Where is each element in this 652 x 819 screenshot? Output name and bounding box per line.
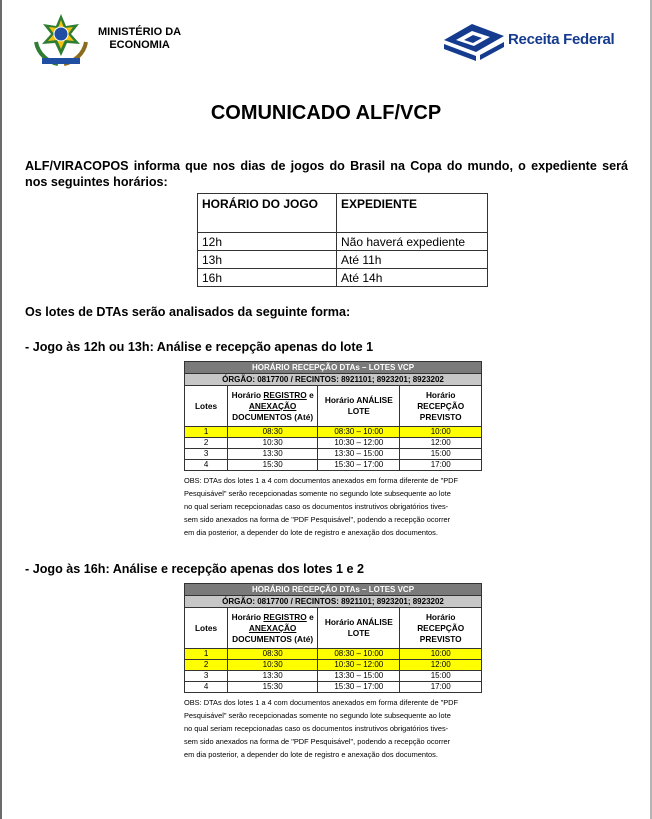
schedule-row	[198, 251, 488, 269]
dta-cell: 2	[185, 660, 228, 671]
obs-line: em dia posterior, a depender do lote de registro e anexação dos documentos.	[184, 750, 438, 759]
dta-col-recepcao: Horário RECEPÇÃO PREVISTO	[400, 386, 482, 427]
dta-cell: 12:00	[400, 660, 482, 671]
dta-col-registro	[228, 608, 318, 649]
ministry-line-2: ECONOMIA	[109, 39, 170, 51]
schedule-row	[198, 269, 488, 287]
dta-col-analise: Horário ANÁLISE LOTE	[318, 386, 400, 427]
dta-cell: 15:00	[400, 671, 482, 682]
dta-cell: 15:30	[228, 460, 318, 471]
dta-col-registro-c: e	[306, 389, 314, 400]
obs-line: OBS: DTAs dos lotes 1 a 4 com documentos anexados em forma diferente de "PDF	[184, 476, 459, 485]
schedule-header-game: HORÁRIO DO JOGO	[198, 194, 337, 233]
dta-col-lotes: Lotes	[185, 608, 228, 649]
schedule-cell: 16h	[198, 269, 337, 287]
dta-cell: 3	[185, 449, 228, 460]
dta-cell: 10:30 – 12:00	[318, 660, 400, 671]
dta-table-1	[184, 361, 482, 471]
schedule-table	[197, 193, 488, 287]
dta-obs-note	[184, 696, 484, 761]
dta-col-registro-e: DOCUMENTOS (Até)	[232, 411, 314, 422]
dta-cell: 08:30 – 10:00	[318, 427, 400, 438]
schedule-cell: 13h	[198, 251, 337, 269]
dta-cell: 15:30 – 17:00	[318, 682, 400, 693]
dta-cell: 1	[185, 427, 228, 438]
dta-cell: 17:00	[400, 460, 482, 471]
dta-cell: 10:00	[400, 649, 482, 660]
dta-row	[185, 438, 482, 449]
dta-col-registro-b: REGISTRO	[263, 611, 307, 622]
dta-table-block-2	[184, 583, 482, 761]
obs-line: OBS: DTAs dos lotes 1 a 4 com documentos anexados em forma diferente de "PDF	[184, 698, 459, 707]
dta-cell: 10:30	[228, 660, 318, 671]
dta-col-analise: Horário ANÁLISE LOTE	[318, 608, 400, 649]
dta-cell: 10:30 – 12:00	[318, 438, 400, 449]
obs-line: sem sido anexados na forma de "PDF Pesquisável", podendo a recepção ocorrer	[184, 515, 451, 524]
agency-name: Receita Federal	[508, 31, 615, 48]
dta-table-2	[184, 583, 482, 693]
schedule-header-row	[198, 194, 488, 233]
dta-cell: 08:30	[228, 649, 318, 660]
dta-table-block-1	[184, 361, 482, 539]
obs-line: sem sido anexados na forma de "PDF Pesquisável", podendo a recepção ocorrer	[184, 737, 451, 746]
dta-cell: 13:30 – 15:00	[318, 449, 400, 460]
dta-cell: 15:30	[228, 682, 318, 693]
dta-cell: 08:30 – 10:00	[318, 649, 400, 660]
dta-cell: 13:30 – 15:00	[318, 671, 400, 682]
dta-col-registro-a: Horário	[231, 611, 264, 622]
dta-col-lotes: Lotes	[185, 386, 228, 427]
dta-table-title: HORÁRIO RECEPÇÃO DTAs – LOTES VCP	[185, 584, 482, 596]
dta-cell: 15:00	[400, 449, 482, 460]
schedule-cell: Até 14h	[337, 269, 488, 287]
dta-obs-note	[184, 474, 484, 539]
dta-row	[185, 460, 482, 471]
page-title: COMUNICADO ALF/VCP	[210, 102, 442, 124]
dta-col-registro-d: ANEXAÇÃO	[248, 622, 297, 633]
dta-table-subtitle: ÓRGÃO: 0817700 / RECINTOS: 8921101; 8923201; 8923202	[185, 596, 482, 608]
obs-line: em dia posterior, a depender do lote de registro e anexação dos documentos.	[184, 528, 438, 537]
dta-cell: 13:30	[228, 449, 318, 460]
dta-cell: 12:00	[400, 438, 482, 449]
ministry-line-1: MINISTÉRIO DA	[98, 26, 182, 38]
dta-cell: 2	[185, 438, 228, 449]
dta-row	[185, 682, 482, 693]
dta-row	[185, 449, 482, 460]
schedule-cell: Não haverá expediente	[337, 233, 488, 251]
dta-cell: 17:00	[400, 682, 482, 693]
coat-of-arms-icon	[30, 12, 92, 73]
schedule-cell: 12h	[198, 233, 337, 251]
schedule-cell: Até 11h	[337, 251, 488, 269]
dta-cell: 4	[185, 460, 228, 471]
dta-col-registro-c: e	[306, 611, 314, 622]
dta-cell: 4	[185, 682, 228, 693]
section-heading-1: - Jogo às 12h ou 13h: Análise e recepção apenas do lote 1	[25, 340, 374, 354]
obs-line: Pesquisável" serão recepcionadas somente no segundo lote subsequente ao lote	[184, 489, 451, 498]
dta-cell: 13:30	[228, 671, 318, 682]
dta-cell: 08:30	[228, 427, 318, 438]
dta-col-recepcao: Horário RECEPÇÃO PREVISTO	[400, 608, 482, 649]
section-heading-2: - Jogo às 16h: Análise e recepção apenas dos lotes 1 e 2	[25, 562, 365, 576]
dta-cell: 3	[185, 671, 228, 682]
dta-cell: 15:30 – 17:00	[318, 460, 400, 471]
obs-line: no qual seriam recepcionadas caso os documentos instrutivos obrigatórios tives-	[184, 502, 449, 511]
dta-col-registro-b: REGISTRO	[263, 389, 307, 400]
dta-cell: 10:00	[400, 427, 482, 438]
dta-row-highlighted	[185, 649, 482, 660]
schedule-header-hours: EXPEDIENTE	[337, 194, 488, 233]
dta-row-highlighted	[185, 660, 482, 671]
dta-table-subtitle: ÓRGÃO: 0817700 / RECINTOS: 8921101; 8923201; 8923202	[185, 374, 482, 386]
receita-federal-emblem-icon	[442, 22, 506, 62]
dta-row-highlighted	[185, 427, 482, 438]
dta-col-registro	[228, 386, 318, 427]
dta-col-registro-a: Horário	[231, 389, 264, 400]
intro-paragraph: ALF/VIRACOPOS informa que nos dias de jogos do Brasil na Copa do mundo, o expediente será nos seguintes horários:	[25, 159, 628, 189]
dta-row	[185, 671, 482, 682]
dta-col-registro-e: DOCUMENTOS (Até)	[232, 633, 314, 644]
dta-col-registro-d: ANEXAÇÃO	[248, 400, 297, 411]
obs-line: no qual seriam recepcionadas caso os documentos instrutivos obrigatórios tives-	[184, 724, 449, 733]
dta-cell: 10:30	[228, 438, 318, 449]
lots-intro: Os lotes de DTAs serão analisados da seguinte forma:	[25, 305, 351, 319]
dta-table-title: HORÁRIO RECEPÇÃO DTAs – LOTES VCP	[185, 362, 482, 374]
obs-line: Pesquisável" serão recepcionadas somente no segundo lote subsequente ao lote	[184, 711, 451, 720]
ministry-name	[98, 26, 181, 52]
dta-cell: 1	[185, 649, 228, 660]
schedule-row	[198, 233, 488, 251]
